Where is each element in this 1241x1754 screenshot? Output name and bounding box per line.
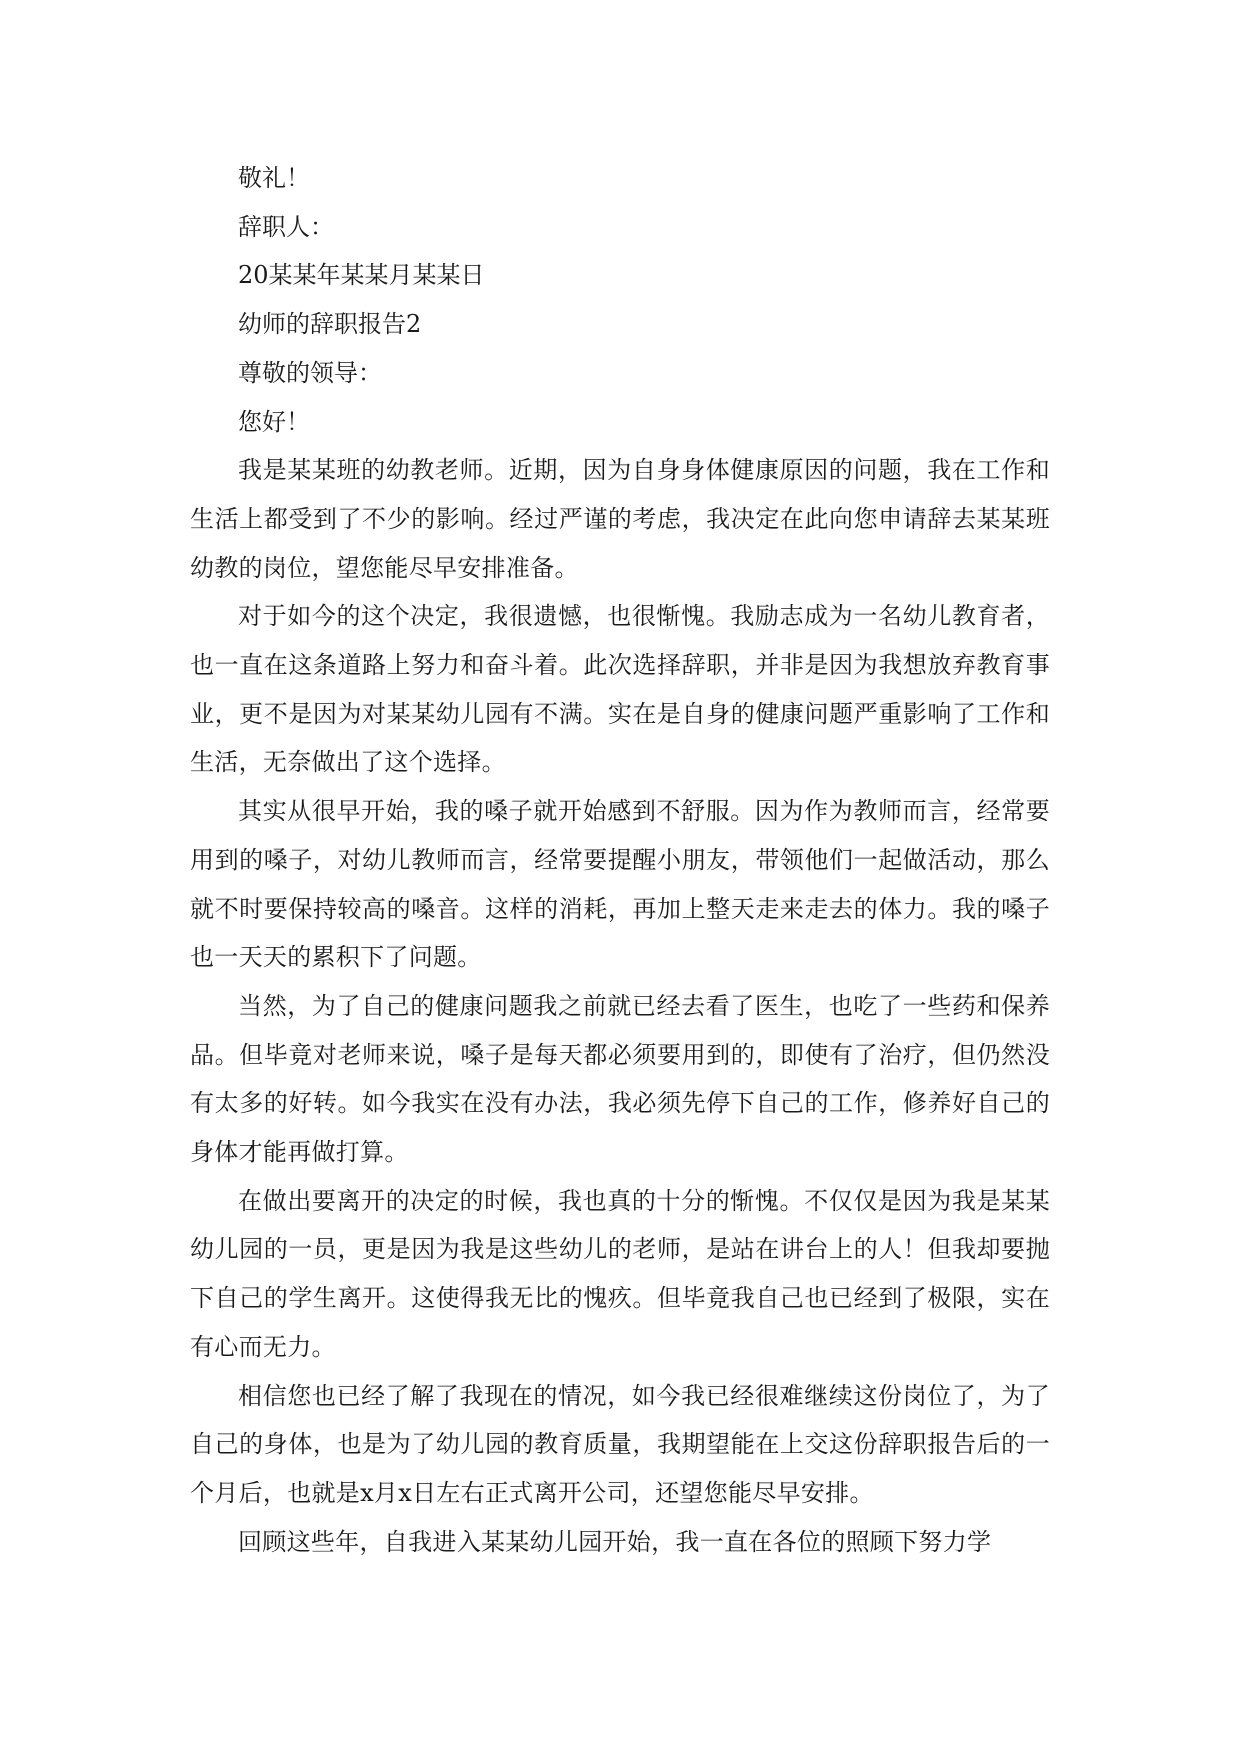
date-line: 20某某年某某月某某日 <box>238 261 485 290</box>
greeting: 您好！ <box>238 407 310 436</box>
body-paragraph: 相信您也已经了解了我现在的情况，如今我已经很难继续这份岗位了，为了自己的身体，也是为了幼儿园的教育质量，我期望能在上交这份辞职报告后的一个月后，也就是x月x日左右正式离开公司，还望您能尽早安排。 <box>190 1381 1050 1507</box>
document-body <box>190 154 1050 1566</box>
closing-line: 敬礼！ <box>238 164 310 192</box>
signature-label: 辞职人： <box>238 212 334 241</box>
body-paragraph: 我是某某班的幼教老师。近期，因为自身身体健康原因的问题，我在工作和生活上都受到了不少的影响。经过严谨的考虑，我决定在此向您申请辞去某某班幼教的岗位，望您能尽早安排准备。 <box>190 456 1050 582</box>
salutation: 尊敬的领导： <box>238 358 382 387</box>
body-paragraph: 对于如今的这个决定，我很遗憾，也很惭愧。我励志成为一名幼儿教育者，也一直在这条道路上努力和奋斗着。此次选择辞职，并非是因为我想放弃教育事业，更不是因为对某某幼儿园有不满。实在是自身的健康问题严重影响了工作和生活，无奈做出了这个选择。 <box>190 602 1050 777</box>
body-paragraph: 回顾这些年，自我进入某某幼儿园开始，我一直在各位的照顾下努力学 <box>238 1527 992 1556</box>
body-paragraph: 当然，为了自己的健康问题我之前就已经去看了医生，也吃了一些药和保养品。但毕竟对老师来说，嗓子是每天都必须要用到的，即使有了治疗，但仍然没有太多的好转。如今我实在没有办法，我必须先停下自己的工作，修养好自己的身体才能再做打算。 <box>190 991 1050 1167</box>
body-paragraph: 在做出要离开的决定的时候，我也真的十分的惭愧。不仅仅是因为我是某某幼儿园的一员，更是因为我是这些幼儿的老师，是站在讲台上的人！但我却要抛下自己的学生离开。这使得我无比的愧疚。但毕竟我自己也已经到了极限，实在有心而无力。 <box>190 1186 1050 1361</box>
body-paragraph: 其实从很早开始，我的嗓子就开始感到不舒服。因为作为教师而言，经常要用到的嗓子，对幼儿教师而言，经常要提醒小朋友，带领他们一起做活动，那么就不时要保持较高的嗓音。这样的消耗，再加上整天走来走去的体力。我的嗓子也一天天的累积下了问题。 <box>190 797 1050 972</box>
section-title: 幼师的辞职报告2 <box>238 310 422 339</box>
